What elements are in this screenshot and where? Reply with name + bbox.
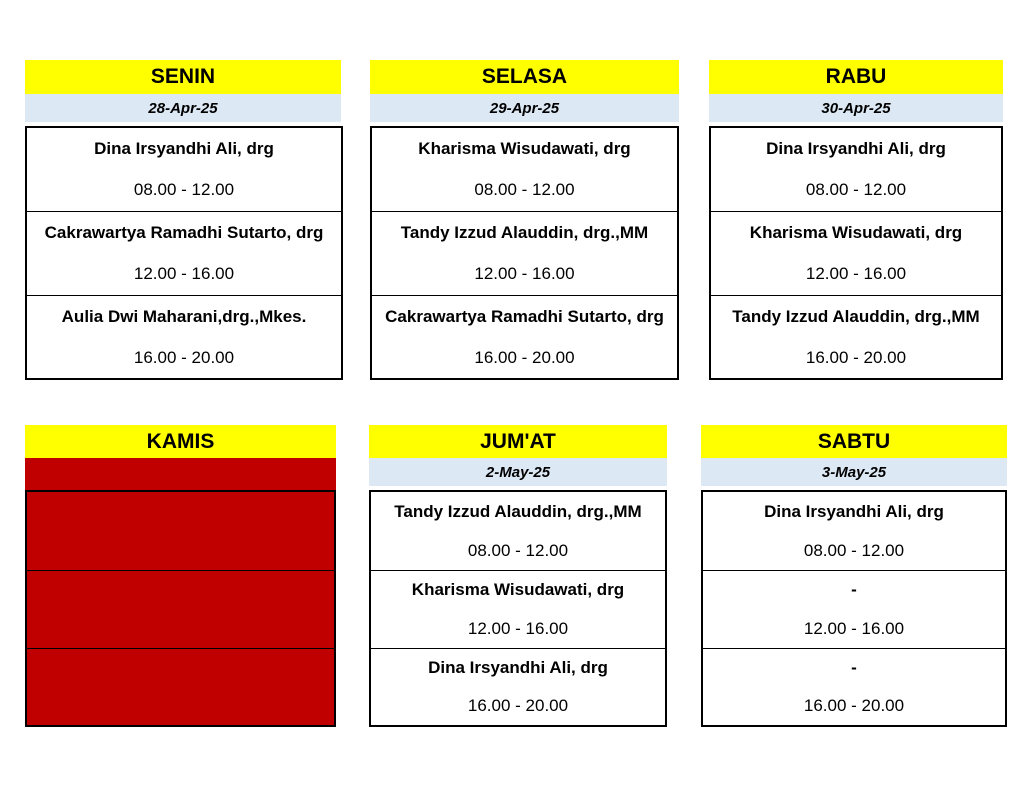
time-range: 08.00 - 12.00	[803, 540, 905, 560]
time-range: 12.00 - 16.00	[474, 264, 575, 284]
day-header: SELASA	[370, 60, 679, 94]
list-item	[711, 212, 1001, 296]
slot-list	[369, 490, 667, 727]
list-item	[703, 492, 1005, 571]
list-item	[27, 128, 341, 212]
doctor-name: Dina Irsyandhi Ali, drg	[764, 501, 944, 521]
day-senin	[25, 60, 341, 380]
list-item	[27, 649, 334, 725]
day-header: KAMIS	[25, 425, 336, 458]
doctor-name: Cakrawartya Ramadhi Sutarto, drg	[385, 306, 664, 326]
time-range: 08.00 - 12.00	[474, 180, 575, 200]
day-kamis	[25, 425, 336, 727]
time-range: 16.00 - 20.00	[805, 347, 907, 367]
list-item	[27, 492, 334, 571]
slot-list	[709, 126, 1003, 380]
doctor-name: Tandy Izzud Alauddin, drg.,MM	[400, 222, 649, 242]
doctor-name: Tandy Izzud Alauddin, drg.,MM	[732, 306, 980, 326]
time-range: 16.00 - 20.00	[133, 347, 235, 367]
slot-list	[701, 490, 1007, 727]
time-range: 12.00 - 16.00	[803, 618, 905, 638]
doctor-name: Tandy Izzud Alauddin, drg.,MM	[394, 501, 642, 521]
doctor-name: -	[851, 658, 857, 677]
time-range: 12.00 - 16.00	[805, 264, 907, 284]
time-range: 16.00 - 20.00	[467, 696, 569, 715]
time-range: 08.00 - 12.00	[467, 540, 569, 560]
slot-list	[370, 126, 679, 380]
list-item	[371, 649, 665, 725]
day-header: SABTU	[701, 425, 1007, 458]
time-range: 16.00 - 20.00	[474, 347, 575, 367]
day-date: 3-May-25	[701, 458, 1007, 486]
doctor-name: Dina Irsyandhi Ali, drg	[94, 138, 274, 158]
holiday-band	[25, 458, 336, 490]
slot-list	[25, 126, 343, 380]
list-item	[372, 296, 677, 378]
doctor-name: Kharisma Wisudawati, drg	[418, 138, 631, 158]
day-date: 29-Apr-25	[370, 94, 679, 122]
time-range: 08.00 - 12.00	[805, 180, 907, 200]
list-item	[711, 296, 1001, 378]
slot-list	[25, 490, 336, 727]
day-header: RABU	[709, 60, 1003, 94]
doctor-name: Dina Irsyandhi Ali, drg	[766, 138, 946, 158]
day-header: SENIN	[25, 60, 341, 94]
time-range: 12.00 - 16.00	[133, 264, 235, 284]
list-item	[711, 128, 1001, 212]
day-date: 30-Apr-25	[709, 94, 1003, 122]
list-item	[27, 296, 341, 378]
day-rabu	[709, 60, 1003, 380]
day-jumat	[369, 425, 667, 727]
list-item	[371, 492, 665, 571]
doctor-name: Kharisma Wisudawati, drg	[749, 222, 963, 242]
doctor-name: -	[851, 580, 857, 600]
list-item	[27, 571, 334, 649]
time-range: 16.00 - 20.00	[803, 696, 905, 715]
time-range: 12.00 - 16.00	[467, 618, 569, 638]
day-date: 2-May-25	[369, 458, 667, 486]
list-item	[371, 571, 665, 649]
doctor-name: Kharisma Wisudawati, drg	[411, 580, 625, 600]
list-item	[703, 649, 1005, 725]
list-item	[703, 571, 1005, 649]
list-item	[27, 212, 341, 296]
day-date: 28-Apr-25	[25, 94, 341, 122]
doctor-name: Dina Irsyandhi Ali, drg	[428, 658, 608, 677]
doctor-name: Cakrawartya Ramadhi Sutarto, drg	[44, 222, 324, 242]
day-sabtu	[701, 425, 1007, 727]
day-header: JUM'AT	[369, 425, 667, 458]
doctor-name: Aulia Dwi Maharani,drg.,Mkes.	[61, 306, 307, 326]
list-item	[372, 212, 677, 296]
list-item	[372, 128, 677, 212]
time-range: 08.00 - 12.00	[133, 180, 235, 200]
day-selasa	[370, 60, 679, 380]
